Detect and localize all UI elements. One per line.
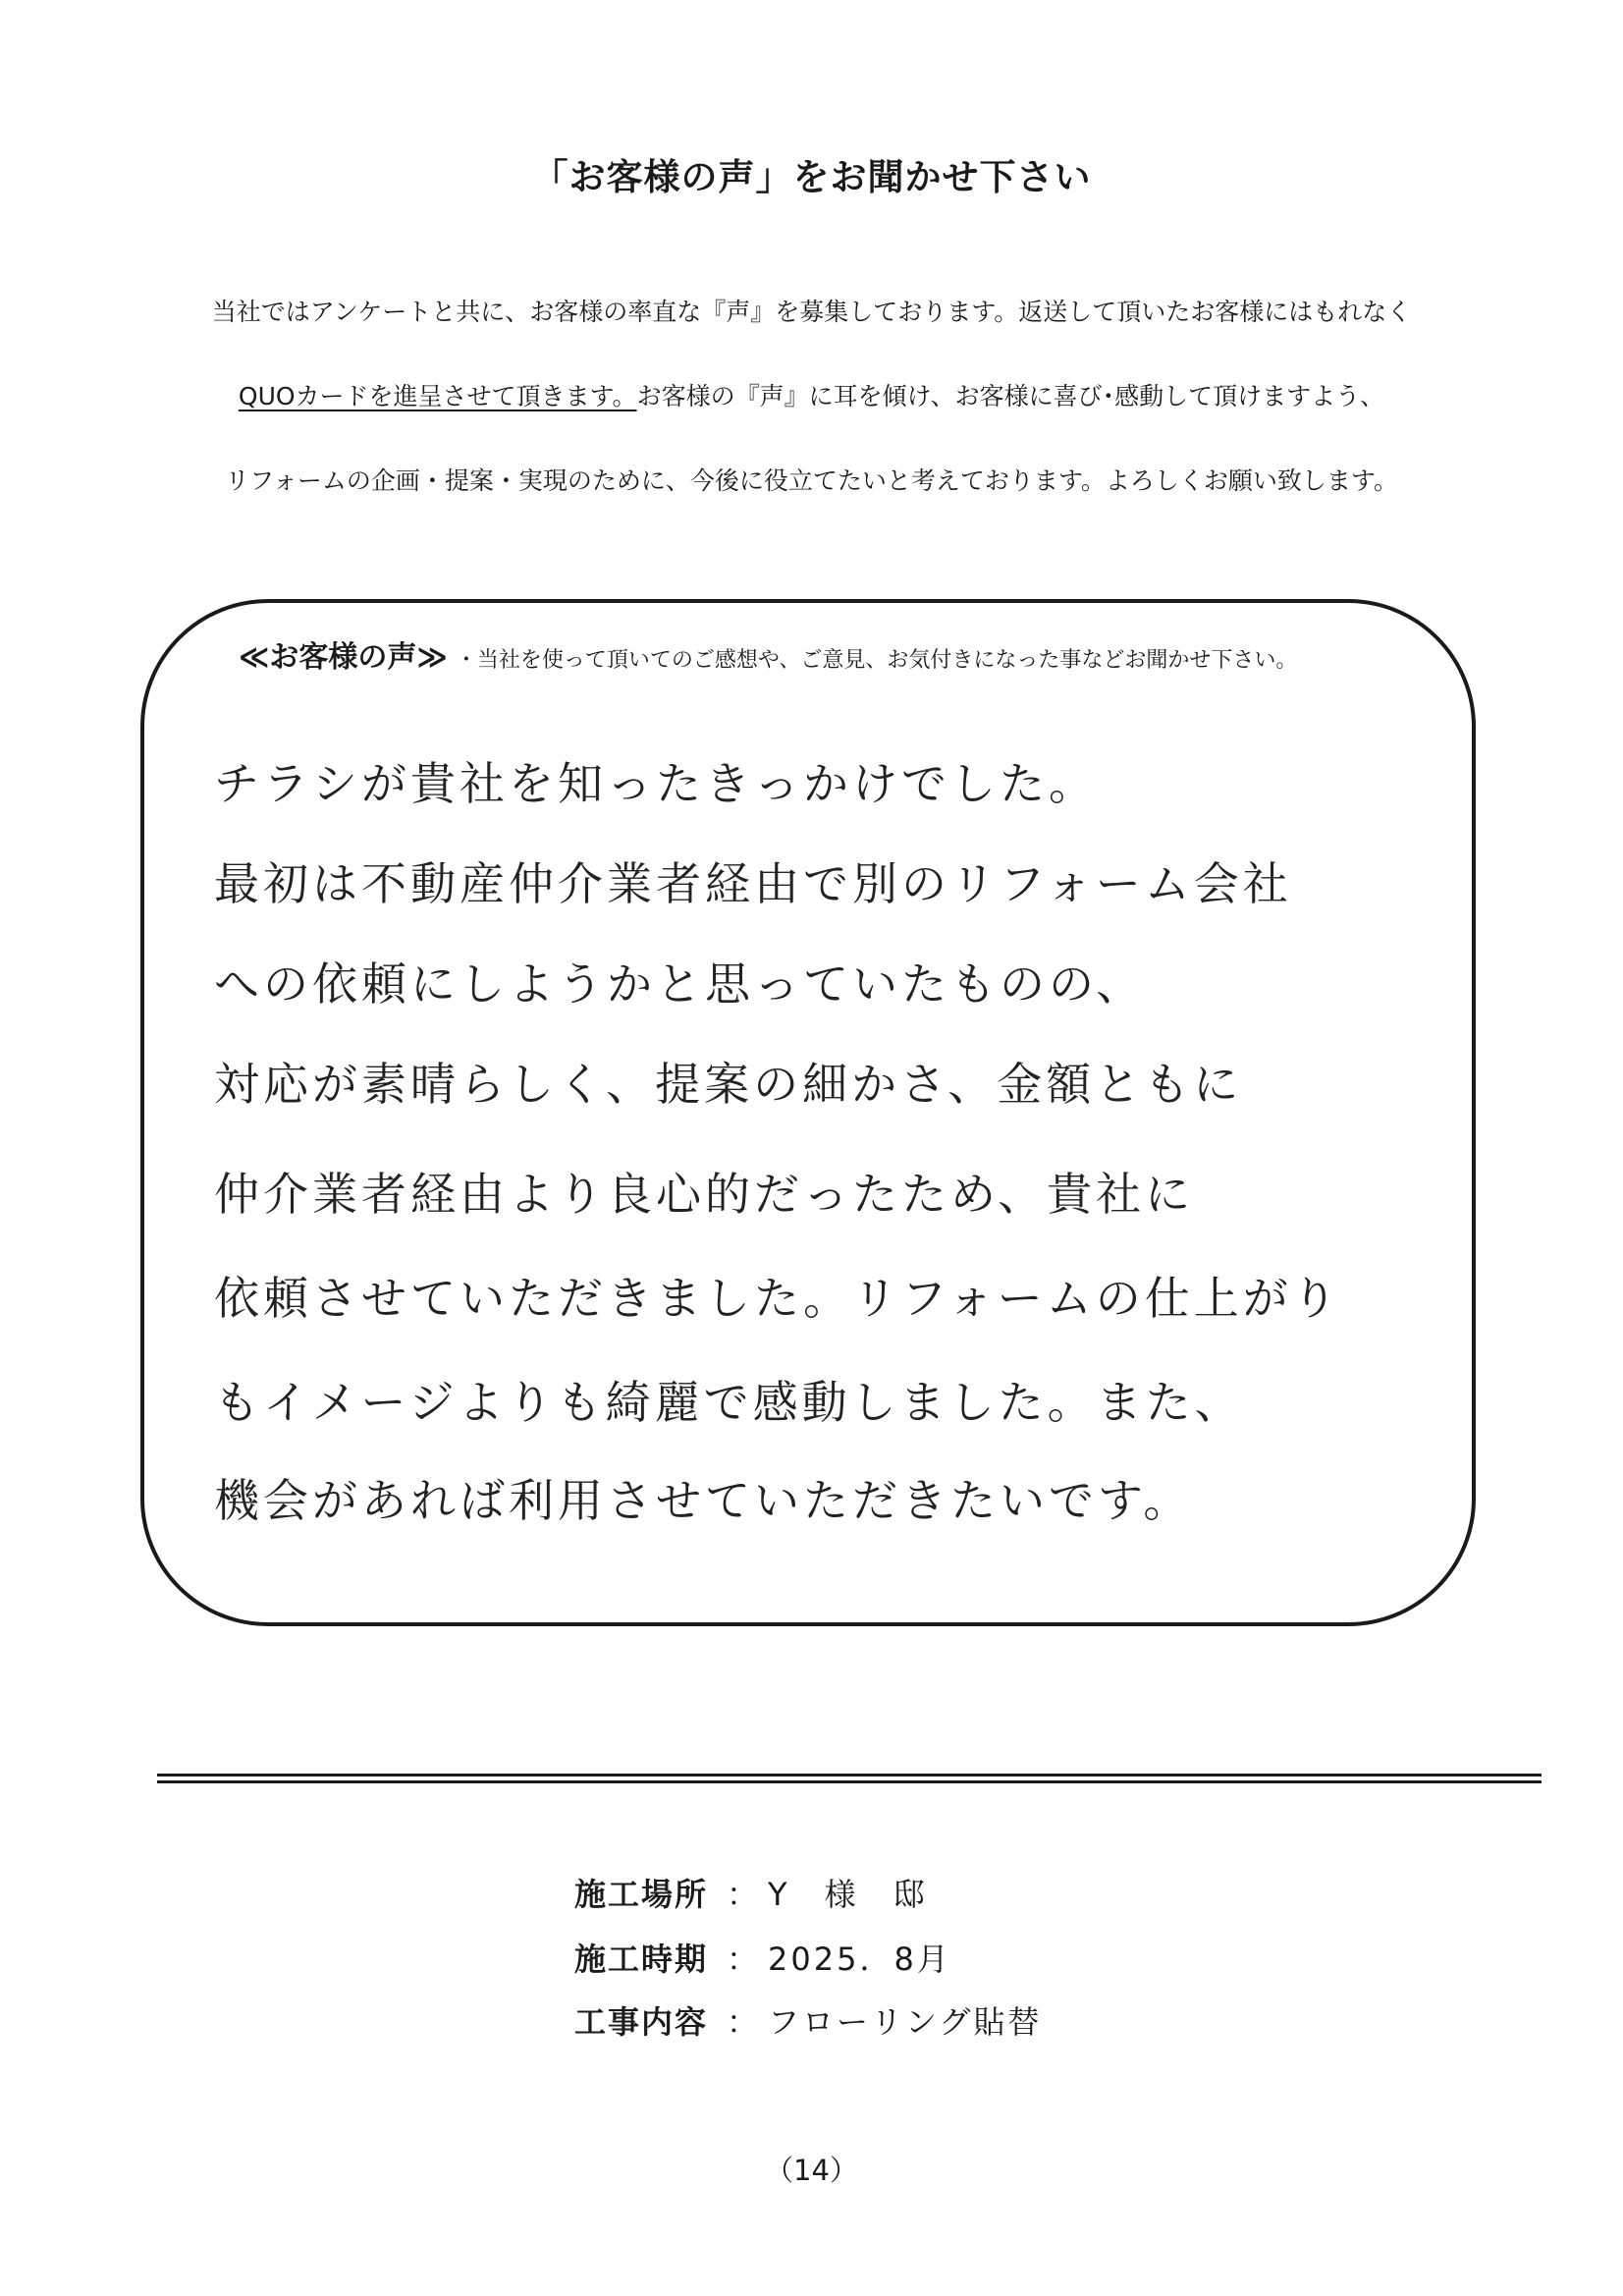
info-row-location [574,1870,928,1915]
handwritten-line: 機会があれば利用させていただきたいです。 [214,1474,1193,1527]
info-separator: ： [726,1941,758,1978]
handwritten-line: 仲介業者経由より良心的だったため、貴社に [214,1168,1195,1221]
divider-bottom [157,1780,1542,1783]
info-value: Y 様 邸 [768,1876,928,1913]
info-row-period [574,1935,951,1980]
page-number: （14） [765,2154,858,2187]
info-label: 施工時期 [574,1941,709,1978]
quo-card-notice: QUOカードを進呈させて頂きます。 [238,382,637,410]
info-value: 2025．8月 [768,1941,951,1978]
intro-line-2-rest: お客様の『声』に耳を傾け、お客様に喜び･感動して頂けますよう、 [636,382,1385,410]
info-value: フローリング貼替 [768,2003,1043,2041]
handwritten-line: 対応が素晴らしく、提案の細かさ、金額ともに [214,1058,1243,1111]
info-separator: ： [726,1876,758,1913]
intro-line-1: 当社ではアンケートと共に、お客様の率直な『声』を募集しております。返送して頂いたお客様にはもれなく [211,298,1412,326]
voice-box-heading: ≪お客様の声≫ [239,640,448,675]
handwritten-line: もイメージよりも綺麗で感動しました。また、 [214,1376,1244,1429]
divider-top [157,1774,1542,1777]
handwritten-line: 最初は不動産仲介業者経由で別のリフォーム会社 [214,857,1292,910]
info-row-work [574,1997,1042,2043]
voice-box-header [239,632,1297,676]
intro-line-2 [0,377,1623,412]
page-title: 「お客様の声」をお聞かせ下さい [531,156,1092,198]
info-label: 工事内容 [574,2003,709,2041]
handwritten-line: への依頼にしようかと思っていたものの、 [214,957,1146,1011]
handwritten-line: 依頼させていただきました。リフォームの仕上がり [214,1272,1341,1325]
voice-box-prompt: ・当社を使って頂いてのご感想や、ご意見、お気付きになった事などお聞かせ下さい。 [455,648,1298,673]
intro-line-3: リフォームの企画・提案・実現のために、今後に役立てたいと考えております。よろしくお願い致します。 [225,466,1398,495]
handwritten-line: チラシが貴社を知ったきっかけでした。 [214,757,1098,810]
info-separator: ： [726,2003,758,2041]
info-label: 施工場所 [574,1876,709,1913]
